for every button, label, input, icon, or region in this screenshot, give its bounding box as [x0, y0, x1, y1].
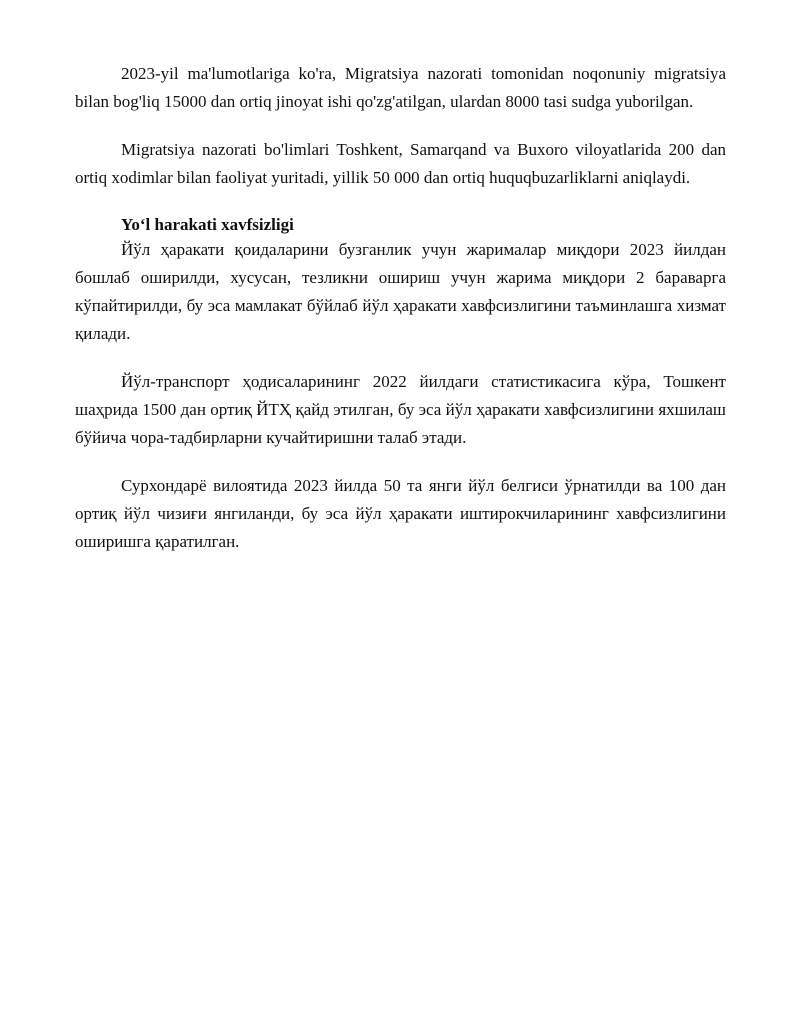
- paragraph-road-signs: Сурхондарё вилоятида 2023 йилда 50 та янги йўл белгиси ўрнатилди ва 100 дан ортиқ йўл чизиғи янгиланди, бу эса йўл ҳаракати иштирокчиларининг хавфсизлигини оширишга қаратилган.: [75, 476, 726, 551]
- paragraph-traffic-fines: Йўл ҳаракати қоидаларини бузганлик учун жарималар миқдори 2023 йилдан бошлаб оширилди, хусусан, тезликни ошириш учун жарима миқдори 2 бараварга кўпайтирилди, бу эса мамлакат бўйлаб йўл ҳаракати хавфсизлигини таъминлашга хизмат қилади.: [75, 240, 726, 343]
- document-page: [75, 60, 726, 556]
- paragraph-migration-cases: 2023-yil ma'lumotlariga ko'ra, Migratsiya nazorati tomonidan noqonuniy migratsiya bilan bog'liq 15000 dan ortiq jinoyat ishi qo'zg'atilgan, ulardan 8000 tasi sudga yuborilgan.: [75, 64, 726, 111]
- section-heading-road-safety: Yo‘l harakati xavfsizligi: [121, 215, 294, 234]
- paragraph-migration-offices: Migratsiya nazorati bo'limlari Toshkent, Samarqand va Buxoro viloyatlarida 200 dan ortiq xodimlar bilan faoliyat yuritadi, yillik 50 000 dan ortiq huquqbuzarliklarni aniqlaydi.: [75, 140, 726, 187]
- paragraph-accident-statistics: Йўл-транспорт ҳодисаларининг 2022 йилдаги статистикасига кўра, Тошкент шаҳрида 1500 дан ортиқ ЙТҲ қайд этилган, бу эса йўл ҳаракати хавфсизлигини яхшилаш бўйича чора-тадбирларни кучайтиришни талаб этади.: [75, 372, 726, 447]
